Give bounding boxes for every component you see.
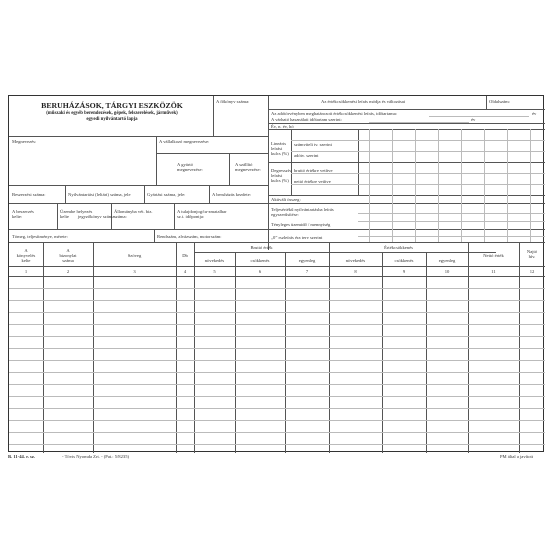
zero-writeoff-label: „0” rszleírás éra terv szerint xyxy=(271,235,323,240)
col-num-3: 3 xyxy=(133,269,136,274)
fokonyv-label: A főkönyv száma: xyxy=(216,99,250,104)
table-row xyxy=(9,360,545,361)
expected-use-label: A várható használati időtartam szerint: xyxy=(271,117,342,122)
col-num-9: 9 xyxy=(402,269,406,274)
footer-right-note: PM által a javított xyxy=(500,454,534,459)
table-row xyxy=(9,432,545,433)
year-month-label: Év, n. év, hó xyxy=(271,124,294,129)
table-row xyxy=(9,372,545,373)
serial-number-label: Gyártási száma, jele: xyxy=(147,192,186,197)
col-num-12: 12 xyxy=(529,269,535,274)
col-num-4: 4 xyxy=(183,269,187,274)
col-12-header-2: hív. xyxy=(528,254,536,259)
col-num-5: 5 xyxy=(213,269,216,274)
dep-decrease-header: csökkenés xyxy=(394,258,414,263)
degressive-key-label: kulcs (%) xyxy=(271,178,289,183)
purchase-number-label: Beszerzési száma: xyxy=(12,192,46,197)
ownership-date-label: sz.t. időpontja: xyxy=(177,214,205,219)
gross-balance-header: egyenleg xyxy=(298,258,316,263)
table-row xyxy=(9,396,545,397)
ertekcsokkenes-mode-label: Az értékcsökkenési leírás módja és változásai xyxy=(321,99,406,104)
linear-key-label: kulcs (%) xyxy=(271,151,289,156)
col-document-header: A xyxy=(66,248,70,253)
inventory-entry-label: Állományba vét. biz. xyxy=(114,209,153,214)
form-code: B. 11-44. r. sz. xyxy=(8,454,36,459)
dep-balance-header: egyenleg xyxy=(438,258,456,263)
investment-start-label: A beruházás kezdete: xyxy=(212,192,252,197)
table-row xyxy=(9,420,545,421)
col-12-header: Najtó xyxy=(526,249,538,254)
form-subtitle: (műszaki és egyéb berendezések, gépek, felszerelések, járművek) xyxy=(46,111,178,116)
form-subtitle-2: egyedi nyilvántartó lapja xyxy=(86,117,138,122)
degressive-rate-label: leírási xyxy=(271,173,283,178)
actual-usage-label: Tényleges üzemidő / mennyiség xyxy=(271,222,331,227)
depreciation-header: Értékcsökkenés xyxy=(384,245,413,250)
publisher-note: - Tövis Nyomda Zrt. - (Pat.: 5/8235) xyxy=(62,454,130,459)
table-row xyxy=(9,324,545,325)
col-num-11: 11 xyxy=(491,269,496,274)
linear-rate-label: leírási xyxy=(271,146,283,151)
table-row xyxy=(9,300,545,301)
gross-based-label: bruttó értékre vetítve xyxy=(294,168,333,173)
col-booking-date-header-3: kelte xyxy=(21,258,31,263)
page-number-label: Oldalszám: xyxy=(489,99,510,104)
commissioning-label: Üzembe helyezés xyxy=(60,209,93,214)
weight-size-label: Tömeg, teljesítménye, mérete: xyxy=(12,234,68,239)
table-row xyxy=(9,444,545,445)
col-booking-date-header-2: könyvelés xyxy=(16,253,36,258)
contractor-label: A vállalkozó megnevezése: xyxy=(159,139,210,144)
activated-amount-label: Aktivált összeg: xyxy=(271,197,301,202)
asset-record-form xyxy=(8,95,544,452)
degressive-label: Degresszív xyxy=(271,168,292,173)
table-row xyxy=(9,348,545,349)
accounting-law-label: számviteli tv. szerint xyxy=(294,142,332,147)
manufacturer-label: A gyártó xyxy=(177,162,193,167)
full-writeoff-label: Teljesértékű nyilvántartásba leírás xyxy=(271,207,334,212)
supplier-label: A szállító xyxy=(235,162,253,167)
col-booking-date-header: A xyxy=(24,248,28,253)
gross-decrease-header: csökkenés xyxy=(250,258,270,263)
commissioning-date-label: kelte xyxy=(60,214,69,219)
col-num-8: 8 xyxy=(354,269,357,274)
linear-label: Lineáris xyxy=(271,141,287,146)
col-document-header-3: száma xyxy=(62,258,74,263)
name-label: Megnevezés: xyxy=(12,139,37,144)
tax-law-label: adótv. szerint xyxy=(294,153,319,158)
gross-increase-header: növekedés xyxy=(204,258,225,263)
table-row xyxy=(9,408,545,409)
form-title: BERUHÁZÁSOK, TÁRGYI ESZKÖZÖK xyxy=(41,101,183,110)
year-label-1: év xyxy=(532,111,537,116)
col-num-2: 2 xyxy=(66,269,70,274)
col-quantity-header: Db xyxy=(182,253,188,258)
commissioning-record-label: jegyzőkönyv száma: xyxy=(78,214,116,219)
purchase-date-label: A beszerzés xyxy=(12,209,34,214)
tax-law-depreciation-label: Az adótörvényben meghatározott értékcsökkenési leírás, időtartama: xyxy=(271,111,398,116)
table-row xyxy=(9,384,545,385)
dep-increase-header: növekedés xyxy=(345,258,366,263)
col-num-7: 7 xyxy=(305,269,309,274)
inventory-number-label: Nyilvántartási (leltári) száma, jele xyxy=(68,192,131,197)
col-text-header: Szöveg xyxy=(127,253,142,258)
table-row xyxy=(9,312,545,313)
registration-label: Rendszám, alvázszám, motorszám: xyxy=(157,234,222,239)
supplier-name-label: megnevezése: xyxy=(235,167,261,172)
table-row xyxy=(9,336,545,337)
net-value-header: Nettó érték xyxy=(483,253,504,258)
purchase-date-label-2: kelte: xyxy=(12,214,23,219)
gross-value-header: Bruttó érték xyxy=(250,245,273,250)
col-num-1: 1 xyxy=(24,269,28,274)
table-row xyxy=(9,288,545,289)
ownership-label: A tulajdonjog/tu-zmatalhar xyxy=(177,209,227,214)
manufacturer-name-label: megnevezése: xyxy=(177,167,203,172)
col-num-6: 6 xyxy=(258,269,262,274)
col-document-header-2: bizonylat xyxy=(59,253,77,258)
inventory-entry-number-label: száma: xyxy=(114,214,127,219)
year-label-2: év xyxy=(471,117,476,122)
net-based-label: nettó értékre vetítve xyxy=(294,179,331,184)
col-num-10: 10 xyxy=(444,269,450,274)
full-writeoff-label-2: egyszerűsítése: xyxy=(271,212,299,217)
